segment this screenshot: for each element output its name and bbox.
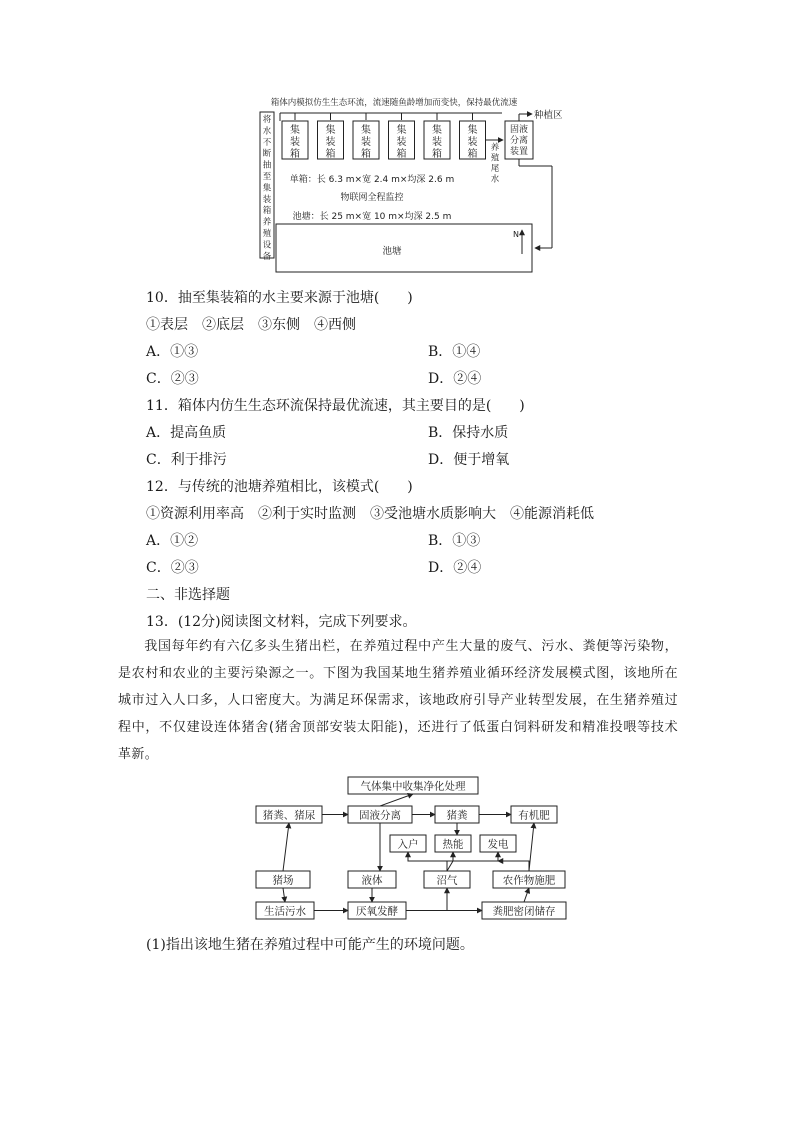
q11-option-d[interactable]: D．便于增氧	[428, 452, 510, 468]
flow-node-heat	[435, 835, 471, 852]
q12-option-b[interactable]: B．①③	[428, 533, 481, 549]
separator-label-line: 分离	[509, 136, 529, 146]
q10-stem: 10．抽至集装箱的水主要来源于池塘( )	[146, 290, 413, 306]
flow-node-label: 固液分离	[359, 809, 401, 822]
pond-box	[276, 224, 532, 272]
container-box	[318, 113, 344, 160]
flow-node-dung	[435, 806, 479, 823]
flow-node-label: 猪粪	[446, 809, 468, 822]
arrow-biogas-household	[408, 852, 447, 871]
pump-label-text: 将水不断抽至集装箱养殖设备	[262, 115, 272, 262]
planting-area-label: 种植区	[534, 110, 563, 121]
arrow-storage-fertilize	[524, 888, 529, 902]
flow-node-label: 生活污水	[264, 905, 306, 918]
q12-stem: 12．与传统的池塘养殖相比，该模式( )	[146, 479, 413, 495]
pump-label	[263, 114, 272, 262]
container-box-label: 集装箱	[290, 125, 300, 160]
q11-option-b[interactable]: B．保持水质	[428, 425, 509, 441]
container-boxes	[282, 113, 486, 160]
arrow-farm-sewage	[283, 888, 285, 902]
arrow-anaerobic-biogas	[406, 888, 447, 911]
flow-node-label: 液体	[361, 874, 383, 887]
container-box	[389, 113, 415, 160]
container-box	[460, 113, 486, 160]
q12-items: ①资源利用率高 ②利于实时监测 ③受池塘水质影响大 ④能源消耗低	[146, 506, 594, 522]
tail-water-text: 养殖尾水	[490, 143, 500, 185]
circular-economy-diagram	[250, 773, 586, 923]
flow-node-separation	[348, 806, 412, 823]
flow-node-label: 粪肥密闭储存	[492, 905, 556, 918]
flow-node-biogas	[424, 871, 470, 888]
q13-stem: 13．(12分)阅读图文材料，完成下列要求。	[146, 614, 417, 630]
top-caption: 箱体内模拟仿生生态环流，流速随鱼龄增加而变快，保持最优流速	[270, 98, 518, 108]
flow-node-label: 猪场	[272, 874, 294, 887]
container-box	[353, 113, 379, 160]
q11-option-c[interactable]: C．利于排污	[146, 452, 227, 468]
section-heading: 二、非选择题	[146, 587, 230, 603]
flow-node-label: 农作物施肥	[502, 874, 556, 887]
flow-node-storage	[482, 902, 566, 919]
arrow-farm-manure	[283, 823, 289, 871]
north-label: N	[513, 230, 519, 239]
q12-option-a[interactable]: A．①②	[146, 533, 199, 549]
flow-node-anaerobic	[348, 902, 406, 919]
flow-node-label: 有机肥	[518, 809, 550, 822]
arrow-biogas-power	[447, 852, 498, 861]
flow-node-label: 发电	[487, 838, 509, 851]
container-box-label: 集装箱	[467, 125, 478, 160]
q12-option-c[interactable]: C．②③	[146, 560, 199, 576]
pond-label: 池塘	[382, 246, 402, 257]
q12-option-d[interactable]: D．②④	[428, 560, 482, 576]
flow-node-gas	[348, 777, 478, 794]
flow-node-label: 猪粪、猪尿	[262, 809, 316, 822]
q11-option-a[interactable]: A．提高鱼质	[146, 425, 227, 441]
arrow-fertilize-power	[498, 861, 529, 871]
container-box	[424, 113, 450, 160]
container-box-label: 集装箱	[432, 125, 442, 160]
container-box-label: 集装箱	[361, 125, 371, 160]
flow-node-liquid	[348, 871, 396, 888]
flow-node-power	[480, 835, 516, 852]
flow-node-household	[390, 835, 426, 852]
flow-node-label: 沼气	[436, 874, 458, 887]
aquaculture-diagram	[254, 94, 574, 276]
arrow-separation-gas	[380, 794, 413, 806]
q11-stem: 11．箱体内仿生生态环流保持最优流速，其主要目的是( )	[146, 398, 525, 414]
flow-node-sewage	[256, 902, 314, 919]
flow-node-label: 气体集中收集净化处理	[360, 780, 466, 793]
separator-label	[510, 123, 528, 157]
tail-water-label	[491, 142, 500, 185]
q10-items: ①表层 ②底层 ③东侧 ④西侧	[146, 317, 356, 333]
arrow-fertilize-organic	[529, 823, 534, 871]
q10-option-b[interactable]: B．①④	[428, 344, 481, 360]
flow-node-manure-urine	[256, 806, 322, 823]
q13-material	[118, 633, 678, 768]
flow-node-farm	[256, 871, 310, 888]
single-box-spec: 单箱：长 6.3 m×宽 2.4 m×均深 2.6 m	[289, 175, 455, 185]
flow-node-fertilize	[493, 871, 565, 888]
q13-material-text: 我国每年约有六亿多头生猪出栏，在养殖过程中产生大量的废气、污水、粪便等污染物，是农村和农业的主要污染源之一。下图为我国某地生猪养殖业循环经济发展模式图，该地所在城市过入人口多，人口密度大。为满足环保需求，该地政府引导产业转型发展，在生猪养殖过程中，不仅建设连体猪舍(猪舍顶部安装太阳能)，还进行了低蛋白饲料研发和精准投喂等技术革新。	[118, 639, 678, 762]
flow-node-label: 热能	[442, 838, 464, 851]
pond-spec: 池塘：长 25 m×宽 10 m×均深 2.5 m	[292, 212, 452, 222]
separator-label-line: 固液	[509, 125, 529, 135]
container-box	[282, 113, 308, 160]
q13-sub1: (1)指出该地生猪在养殖过程中可能产生的环境问题。	[146, 937, 474, 953]
iot-monitoring: 物联网全程监控	[340, 193, 404, 203]
container-box-label: 集装箱	[325, 125, 336, 160]
flow-node-label: 入户	[397, 838, 419, 851]
q10-option-d[interactable]: D．②④	[428, 371, 482, 387]
flow-node-organic	[511, 806, 557, 823]
q10-option-a[interactable]: A．①③	[146, 344, 199, 360]
flow-node-label: 厌氧发酵	[356, 905, 398, 918]
q10-option-c[interactable]: C．②③	[146, 371, 199, 387]
container-box-label: 集装箱	[396, 125, 407, 160]
separator-label-line: 装置	[509, 147, 529, 157]
